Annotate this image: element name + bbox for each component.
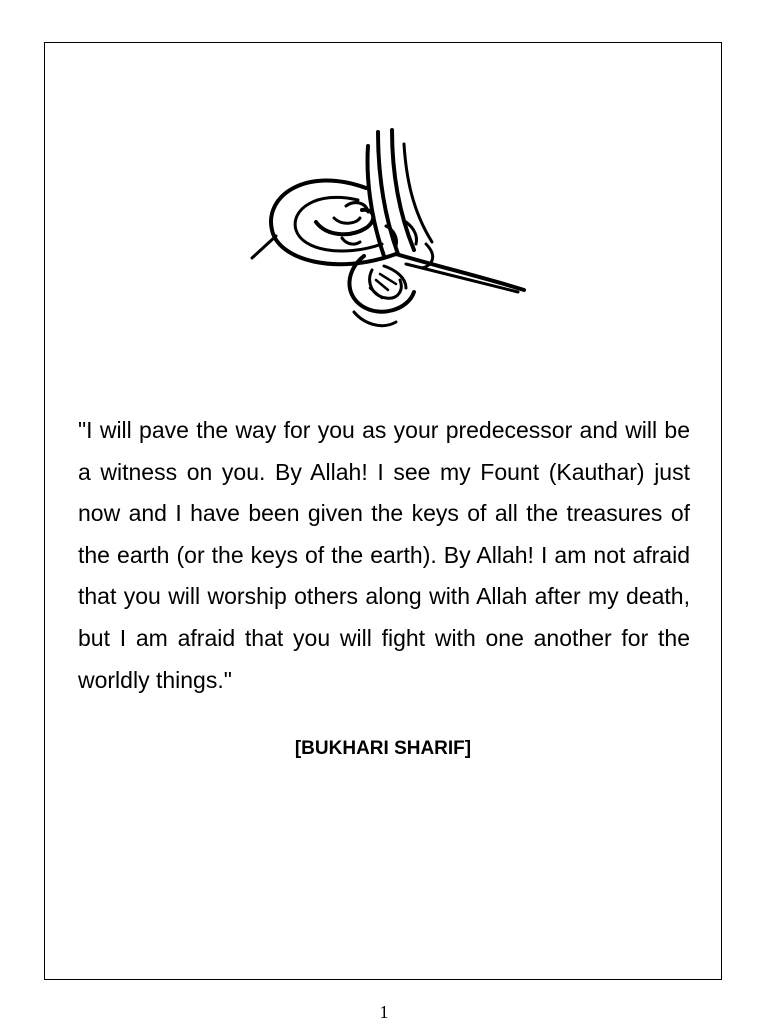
hadith-source: [BUKHARI SHARIF] [294, 738, 472, 759]
page-number: 1 [379, 1002, 389, 1022]
tughra-seal-icon [246, 126, 530, 336]
hadith-quote: "I will pave the way for you as your predecessor and will be a witness on you. By Allah! I see my Fount (Kauthar) just now and I have been given the keys of all the treasures of the earth (or the keys of the earth). By Allah! I am not afraid that you will worship others along with Allah after my death, but I am afraid that you will fight with one another for the worldly things." [78, 417, 690, 693]
